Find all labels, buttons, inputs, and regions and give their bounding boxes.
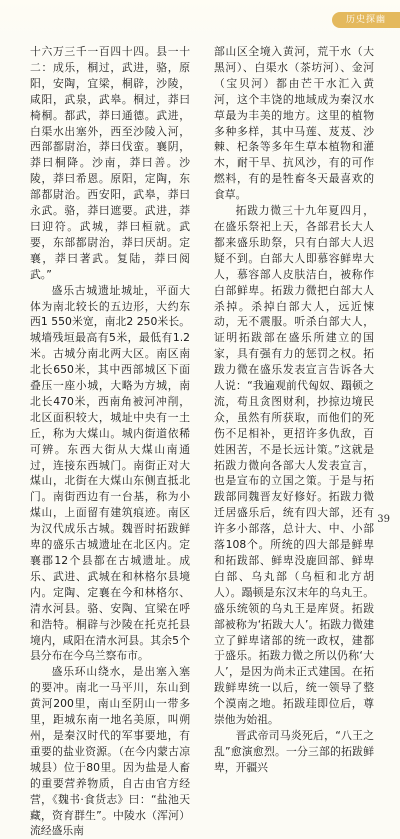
paragraph: 晋武帝司马炎死后，“八王之乱”愈演愈烈。一分三部的拓跋鲜卑，开疆兴 <box>214 728 374 774</box>
paragraph: 拓跋力微三十九年夏四月，在盛乐祭祀上天，各部君长大人都来盛乐助祭，只有白部大人迟疑不到。白部大人即慕容鲜卑大人，慕容部人皮肤洁白，被称作白部鲜卑。拓跋力微把白部大人杀掉。杀掉白部大人，远近悚动，无不震服。听杀白部大人，证明拓跋部在盛乐所建立的国家，具有强有力的惩罚之权。拓跋力微在盛乐发表宣言告诉各大人说：“我遍观前代匈奴、蹋顿之流，苟且贪图财利，抄掠边境民众，虽然有所获取，而他们的死伤不足相补，更招许多仇敌，百姓困苦，不是长远计策。”这就是拓跋力微向各部大人发表宣言，也是宣布的立国之策。于是与拓跋部同魏晋友好修好。拓跋力微迁居盛乐后，统有四大部，还有许多小部落，总计大、中、小部落108个。所统的四大部是鲜卑和拓跋部、鲜卑没鹿回部、鲜卑白部、乌丸部（乌桓和北方胡人）。蹋顿是东汉末年的乌丸王。盛乐统领的乌丸王是库贤。拓跋部被称为‘拓跋大人’。拓跋力微建立了鲜卑诸部的统一政权，建都于盛乐。拓跋力微之所以仍称‘大人’，是因为尚未正式建国。在拓跋鲜卑统一以后，统一领导了整个漠南之地。拓跋珪即位后，尊崇他为始祖。 <box>214 204 374 727</box>
section-tag: 历史探幽 <box>332 12 400 28</box>
paragraph: 十六万三千一百四十四。县一十二：成乐，桐过，武进，骆，原阳，安陶，宜梁，桐辟，沙陵，咸阳，武泉，武皋。桐过，莽曰椅桐。都武，莽曰通德。武进，白渠水出塞外，西至沙陵入河，西部都尉治，莽曰伐蛮。襄阴，莽曰桐降。沙南，莽曰善。沙陵，莽曰希恩。原阳，定陶，东部都尉治。西安阳，武皋，莽曰永武。骆，莽曰遮要。武进，莽曰迎符。武城，莽曰桓就。武要，东部都尉治，莽曰厌胡。定襄，莽曰著武。复陆，莽曰阅武。” <box>30 45 190 281</box>
paragraph: 盛乐古城遗址城址，平面大体为南北较长的五边形，大约东西1 550米宽，南北2 250米长。城墙残垣最高有5米，最低有1.2米。古城分南北两大区。南区南北长650米，其中西部城区下面叠压一座小城，大略为方城，南北长470米，西南角被河冲削，北区面积较大，城址中央有一土丘，称为大煤山。城内街道依稀可辨。东西大街从大煤山南通过，连接东西城门。南街正对大煤山，北街在大煤山东侧直抵北门。南街西边有一台基，称为小煤山，上面留有建筑痕迹。南区为汉代成乐古城。魏晋时拓跋鲜卑的盛乐古城遗址在北区内。定襄郡12个县都在古城遗址。成乐、武进、武城在和林格尔县境内。定陶、定襄在今和林格尔、清水河县。骆、安陶、宜梁在呼和浩特。桐辟与沙陵在托克托县境内，咸阳在清水河县。其余5个县分布在今乌兰察布市。 <box>30 283 190 663</box>
paragraph: 盛乐环山绕水，是出塞入塞的要冲。南北一马平川，东山到黄河200里，南山至阴山一带多里，距城东南一地名美原，叫朔州，是秦汉时代的军事要地，有重要的盐业资源。（在今内蒙古凉城县）位于80里。因为盐是人畜的重要营养物质，自古由官方经营，《魏书·食货志》曰：“盐池天藏，资育群生”。中陵水（浑河）流经盛乐南 <box>30 665 190 838</box>
page-number: 39 <box>377 514 390 525</box>
paragraph: 部山区全境入黄河，荒干水（大黑河）、白渠水（茶坊河）、金河（宝贝河）都由芒干水汇入黄河，这个丰饶的地域成为秦汉水草最为丰美的地方。这里的植物多种多样，其中马莲、芨芨、沙棘、杞条等多年生草本植物和灌木，耐干旱、抗风沙，有的可作燃料，有的是牲畜冬天最喜欢的食草。 <box>214 45 374 202</box>
left-column <box>30 44 190 839</box>
right-column <box>214 44 374 776</box>
